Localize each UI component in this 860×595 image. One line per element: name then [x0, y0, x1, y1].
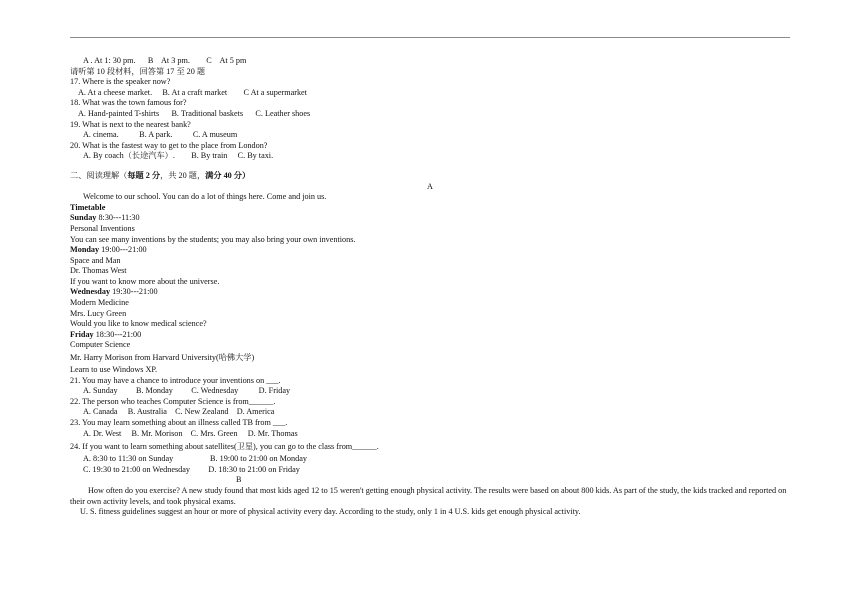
part2-heading-text: 二、阅读理解（ [70, 170, 128, 180]
wednesday-day: Wednesday [70, 287, 111, 297]
q22-options: A. Canada B. Australia C. New Zealand D. America [83, 407, 275, 417]
question-18: 18. What was the town famous for? [70, 98, 187, 108]
passage-b-label: B [236, 475, 242, 485]
friday-title: Computer Science [70, 340, 131, 350]
header-rule [70, 37, 790, 38]
question-24: 24. If you want to learn something about satellites(卫星), you can go to the class from______. [70, 442, 379, 452]
sunday-desc: You can see many inventions by the students; you may also bring your own inventions. [70, 234, 356, 244]
question-21: 21. You may have a chance to introduce your inventions on ___. [70, 375, 281, 385]
part2-heading [70, 171, 790, 182]
part2-count: ，共 20 题， [160, 170, 206, 180]
spacer [70, 162, 790, 171]
monday-desc: If you want to know more about the universe. [70, 276, 220, 286]
friday-day: Friday [70, 329, 94, 339]
q19-options: A. cinema. B. A park. C. A museum [83, 130, 238, 140]
welcome-text: Welcome to our school. You can do a lot of things here. Come and join us. [83, 192, 327, 202]
q17-options: A. At a cheese market. B. At a craft market C At a supermarket [78, 87, 307, 97]
passage-b-paragraph-1: How often do you exercise? A new study found that most kids aged 12 to 15 weren't getting enough physical activity. The results were based on about 800 kids. As part of the study, the kids tracked and reported on their own activity levels, and took physical exams. [70, 485, 787, 506]
monday-time: 19:00---21:00 [99, 245, 147, 255]
timetable-heading: Timetable [70, 202, 106, 212]
question-22: 22. The person who teaches Computer Science is from______. [70, 396, 276, 406]
part2-total: 满分 40 分） [205, 170, 251, 180]
q23-options: A. Dr. West B. Mr. Morison C. Mrs. Green D. Mr. Thomas [83, 428, 298, 438]
question-19: 19. What is next to the nearest bank? [70, 119, 191, 129]
q20-options: A. By coach（长途汽车）. B. By train C. By taxi. [83, 151, 274, 161]
friday-desc: Learn to use Windows XP. [70, 365, 158, 375]
question-17: 17. Where is the speaker now? [70, 77, 171, 87]
question-20: 20. What is the fastest way to get to the place from London? [70, 140, 268, 150]
q24-options-2: C. 19:30 to 21:00 on Wednesday D. 18:30 to 21:00 on Friday [83, 464, 300, 474]
friday-time: 18:30---21:00 [93, 329, 142, 339]
passage-a-label: A [427, 181, 433, 191]
friday-row [70, 330, 790, 341]
q18-options: A. Hand-painted T-shirts B. Traditional baskets C. Leather shoes [78, 108, 311, 118]
q21-options: A. Sunday B. Monday C. Wednesday D. Friday [83, 386, 291, 396]
exam-page [70, 56, 790, 518]
wednesday-teacher: Mrs. Lucy Green [70, 308, 127, 318]
wednesday-row [70, 287, 790, 298]
monday-title: Space and Man [70, 255, 121, 265]
monday-day: Monday [70, 245, 100, 255]
passage-b-paragraph-2: U. S. fitness guidelines suggest an hour or more of physical activity every day. According to the study, only 1 in 4 U.S. kids get enough physical activity. [80, 507, 581, 517]
monday-teacher: Dr. Thomas West [70, 266, 127, 276]
sunday-day: Sunday [70, 213, 97, 223]
wednesday-desc: Would you like to know medical science? [70, 319, 207, 329]
wednesday-time: 19:30---21:00 [110, 287, 158, 297]
part2-points: 每题 2 分 [127, 170, 161, 180]
q16-options: A . At 1: 30 pm. B At 3 pm. C At 5 pm [83, 56, 247, 65]
monday-row [70, 245, 790, 256]
section-10-instruction: 请听第 10 段材料，回答第 17 至 20 题 [70, 66, 206, 76]
q24-options-1: A. 8:30 to 11:30 on Sunday B. 19:00 to 21:00 on Monday [83, 454, 307, 464]
sunday-row [70, 213, 790, 224]
question-23: 23. You may learn something about an illness called TB from ___. [70, 418, 288, 427]
wednesday-title: Modern Medicine [70, 298, 129, 308]
sunday-time: 8:30---11:30 [96, 213, 140, 223]
friday-teacher: Mr. Harry Morison from Harvard University(哈佛大学) [70, 353, 255, 363]
sunday-title: Personal Inventions [70, 223, 135, 233]
